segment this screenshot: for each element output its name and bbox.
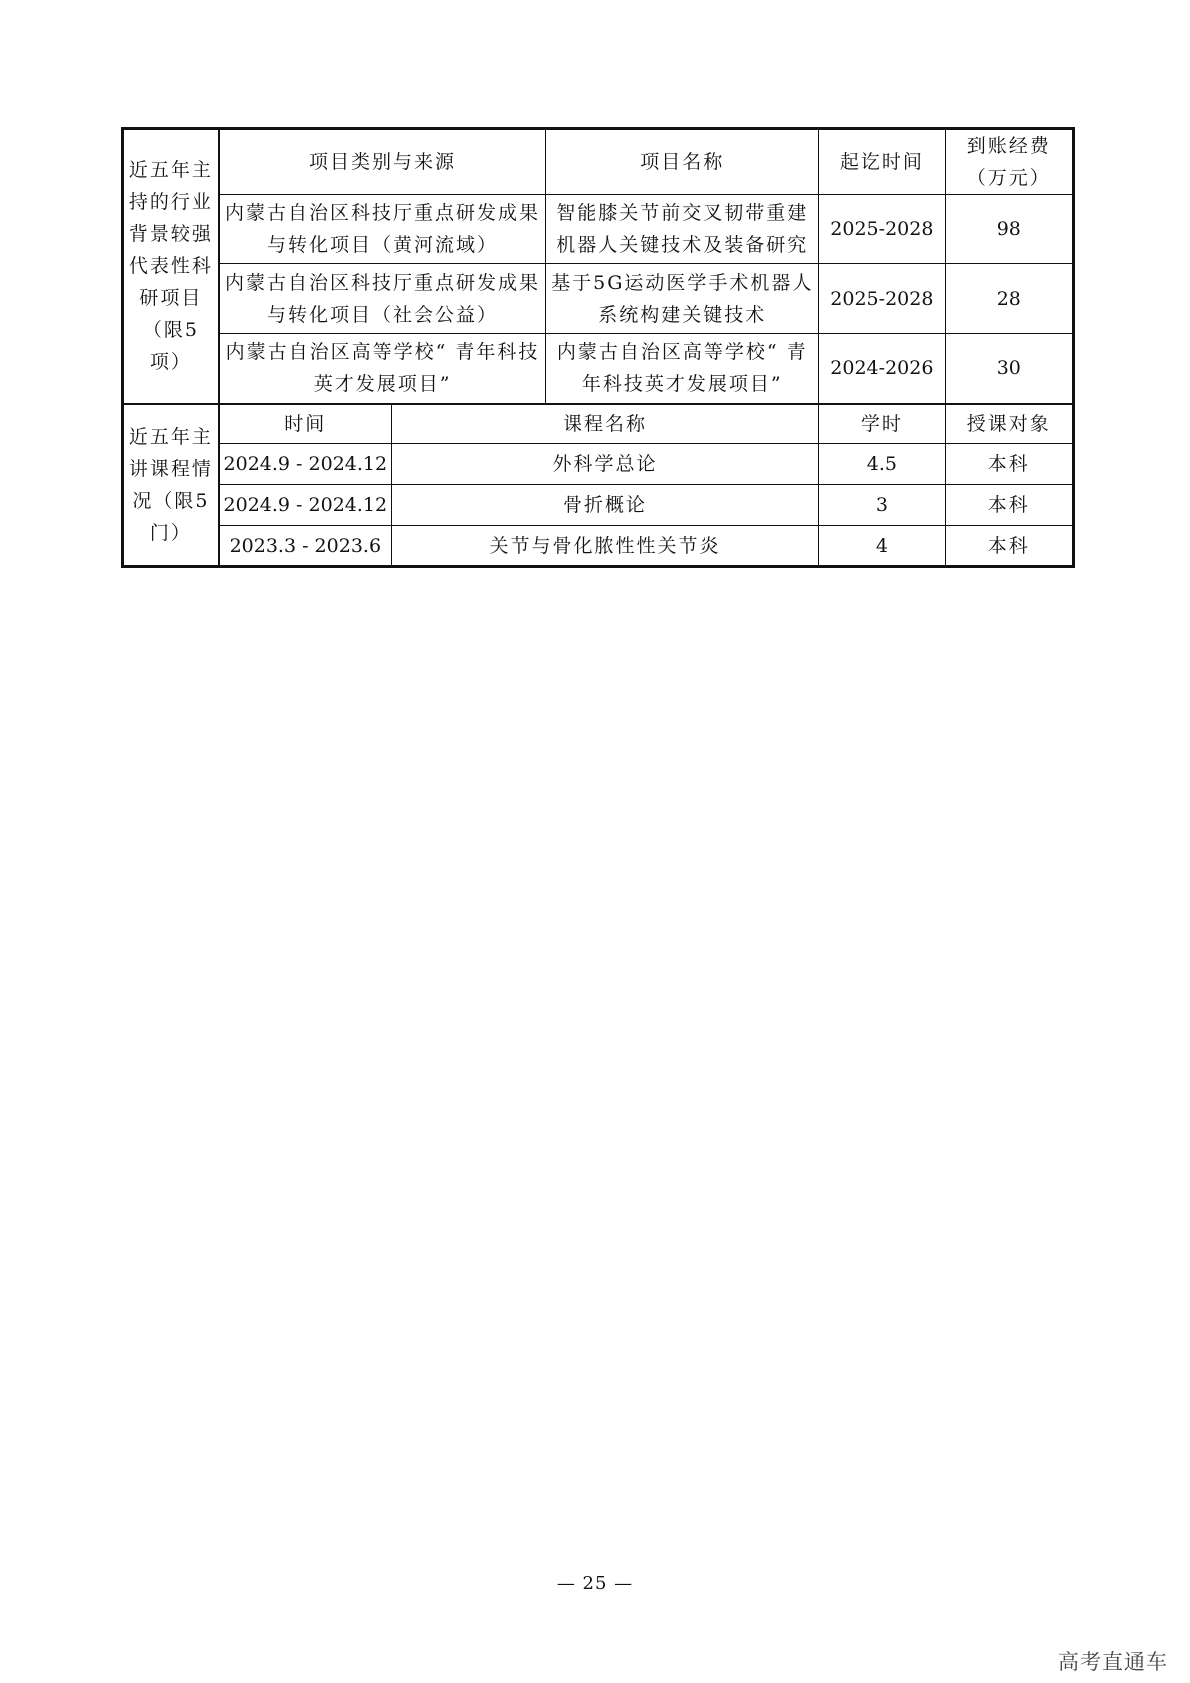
research-period: 2025-2028 <box>819 264 945 334</box>
courses-section-label: 近五年主讲课程情况（限5门） <box>123 404 219 567</box>
research-project-name: 基于5G运动医学手术机器人系统构建关键技术 <box>546 264 819 334</box>
course-row <box>123 485 1074 526</box>
course-name: 骨折概论 <box>391 485 818 526</box>
research-funding: 30 <box>945 334 1073 404</box>
course-row <box>123 444 1074 485</box>
research-section-label: 近五年主持的行业背景较强代表性科研项目（限5项） <box>123 129 219 404</box>
header-funding: 到账经费（万元） <box>945 129 1073 195</box>
research-category: 内蒙古自治区科技厅重点研发成果与转化项目（社会公益） <box>219 264 546 334</box>
course-audience: 本科 <box>945 444 1073 485</box>
research-project-name: 内蒙古自治区高等学校“ 青年科技英才发展项目” <box>546 334 819 404</box>
header-course-name: 课程名称 <box>391 404 818 444</box>
resume-table <box>121 127 1075 568</box>
header-period: 起讫时间 <box>819 129 945 195</box>
research-row <box>123 195 1074 264</box>
research-period: 2024-2026 <box>819 334 945 404</box>
course-hours: 4 <box>819 526 945 567</box>
course-time: 2024.9 - 2024.12 <box>219 485 392 526</box>
research-period: 2025-2028 <box>819 195 945 264</box>
research-category: 内蒙古自治区科技厅重点研发成果与转化项目（黄河流域） <box>219 195 546 264</box>
course-name: 外科学总论 <box>391 444 818 485</box>
header-course-hours: 学时 <box>819 404 945 444</box>
course-name: 关节与骨化脓性性关节炎 <box>391 526 818 567</box>
header-category: 项目类别与来源 <box>219 129 546 195</box>
page-number: — 25 — <box>556 1573 634 1594</box>
course-time: 2023.3 - 2023.6 <box>219 526 392 567</box>
research-row <box>123 264 1074 334</box>
course-row <box>123 526 1074 567</box>
research-funding: 98 <box>945 195 1073 264</box>
research-row <box>123 334 1074 404</box>
research-project-name: 智能膝关节前交叉韧带重建机器人关键技术及装备研究 <box>546 195 819 264</box>
research-header-row <box>123 129 1074 195</box>
course-hours: 4.5 <box>819 444 945 485</box>
watermark-text: 高考直通车 <box>1058 1650 1168 1674</box>
course-audience: 本科 <box>945 485 1073 526</box>
course-time: 2024.9 - 2024.12 <box>219 444 392 485</box>
course-hours: 3 <box>819 485 945 526</box>
courses-header-row <box>123 404 1074 444</box>
course-audience: 本科 <box>945 526 1073 567</box>
header-course-time: 时间 <box>219 404 392 444</box>
research-funding: 28 <box>945 264 1073 334</box>
research-category: 内蒙古自治区高等学校“ 青年科技英才发展项目” <box>219 334 546 404</box>
header-project-name: 项目名称 <box>546 129 819 195</box>
header-course-audience: 授课对象 <box>945 404 1073 444</box>
